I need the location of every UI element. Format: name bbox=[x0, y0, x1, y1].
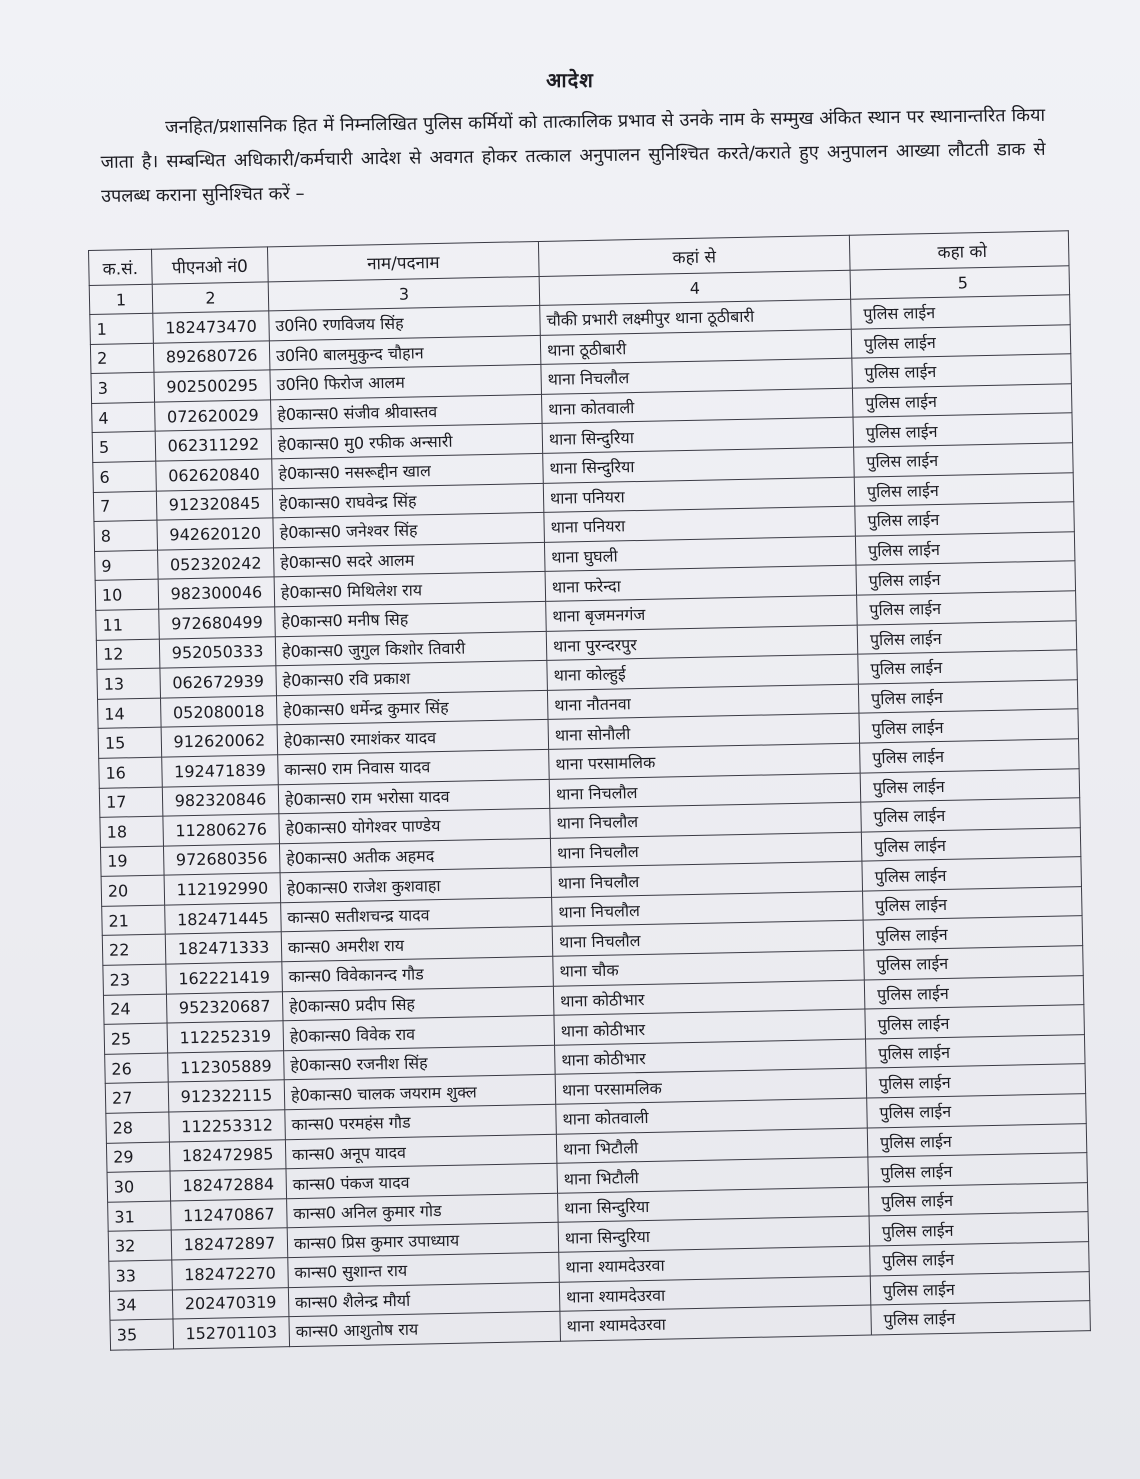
to-cell: पुलिस लाईन bbox=[864, 946, 1084, 980]
column-number: 5 bbox=[850, 266, 1070, 299]
to-cell: पुलिस लाईन bbox=[862, 857, 1082, 891]
to-cell: पुलिस लाईन bbox=[861, 827, 1081, 861]
column-number: 1 bbox=[89, 284, 153, 314]
name-cell: उ0नि0 फिरोज आलम bbox=[270, 365, 542, 400]
from-cell: थाना पनियरा bbox=[544, 506, 856, 542]
column-number: 2 bbox=[152, 282, 269, 313]
name-cell: कान्स0 प्रिस कुमार उपाध्याय bbox=[287, 1223, 559, 1258]
name-cell: हे0कान्स0 राघवेन्द्र सिंह bbox=[272, 483, 544, 518]
to-cell: पुलिस लाईन bbox=[860, 739, 1080, 773]
column-number: 4 bbox=[539, 270, 851, 305]
pno-cell: 182471445 bbox=[165, 903, 282, 935]
to-cell: पुलिस लाईन bbox=[867, 1094, 1087, 1128]
serial-cell: 7 bbox=[93, 491, 157, 522]
to-cell: पुलिस लाईन bbox=[856, 561, 1076, 595]
to-cell: पुलिस लाईन bbox=[858, 679, 1078, 713]
serial-cell: 21 bbox=[102, 905, 166, 936]
to-cell: पुलिस लाईन bbox=[868, 1182, 1088, 1216]
from-cell: थाना सोनौली bbox=[548, 713, 860, 749]
from-cell: थाना निचलौल bbox=[541, 358, 853, 394]
from-cell: थाना कोतवाली bbox=[541, 388, 853, 424]
to-cell: पुलिस लाईन bbox=[853, 413, 1073, 447]
serial-cell: 27 bbox=[105, 1082, 169, 1113]
name-cell: हे0कान्स0 मिथिलेश राय bbox=[274, 572, 546, 607]
pno-cell: 982320846 bbox=[162, 784, 279, 816]
serial-cell: 18 bbox=[100, 816, 164, 847]
to-cell: पुलिस लाईन bbox=[870, 1242, 1090, 1276]
serial-cell: 30 bbox=[107, 1171, 171, 1202]
pno-cell: 162221419 bbox=[166, 962, 283, 994]
pno-cell: 912322115 bbox=[168, 1080, 285, 1112]
from-cell: थाना फरेन्दा bbox=[545, 565, 857, 601]
from-cell: थाना श्यामदेउरवा bbox=[559, 1246, 871, 1282]
from-cell: थाना श्यामदेउरवा bbox=[560, 1305, 872, 1341]
from-cell: थाना परसामलिक bbox=[549, 743, 861, 779]
name-cell: कान्स0 सुशान्त राय bbox=[288, 1252, 560, 1287]
to-cell: पुलिस लाईन bbox=[855, 532, 1075, 566]
name-cell: कान्स0 अमरीश राय bbox=[281, 927, 553, 962]
from-cell: थाना पनियरा bbox=[543, 477, 855, 513]
to-cell: पुलिस लाईन bbox=[860, 768, 1080, 802]
to-cell: पुलिस लाईन bbox=[863, 887, 1083, 921]
from-cell: थाना नौतनवा bbox=[547, 684, 859, 720]
from-cell: थाना कोतवाली bbox=[556, 1098, 868, 1134]
pno-cell: 152701103 bbox=[173, 1317, 290, 1349]
name-cell: हे0कान्स0 संजीव श्रीवास्तव bbox=[271, 394, 543, 429]
to-cell: पुलिस लाईन bbox=[864, 975, 1084, 1009]
column-number: 3 bbox=[268, 276, 540, 310]
pno-cell: 182472897 bbox=[171, 1228, 288, 1260]
from-cell: थाना सिन्दुरिया bbox=[558, 1187, 870, 1223]
from-cell: चौकी प्रभारी लक्ष्मीपुर थाना ठूठीबारी bbox=[540, 299, 852, 335]
to-cell: पुलिस लाईन bbox=[854, 443, 1074, 477]
from-cell: थाना सिन्दुरिया bbox=[558, 1216, 870, 1252]
serial-cell: 20 bbox=[101, 875, 165, 906]
name-cell: हे0कान्स0 अतीक अहमद bbox=[279, 838, 551, 873]
pno-cell: 062672939 bbox=[160, 666, 277, 698]
header-serial: क.सं. bbox=[89, 249, 153, 285]
serial-cell: 24 bbox=[103, 994, 167, 1025]
from-cell: थाना सिन्दुरिया bbox=[542, 418, 854, 454]
name-cell: कान्स0 अनिल कुमार गोड bbox=[287, 1193, 559, 1228]
from-cell: थाना बृजमनगंज bbox=[546, 595, 858, 631]
serial-cell: 13 bbox=[97, 668, 161, 699]
to-cell: पुलिस लाईन bbox=[861, 798, 1081, 832]
pno-cell: 182472270 bbox=[172, 1258, 289, 1290]
intro-paragraph: जनहित/प्रशासनिक हित में निम्नलिखित पुलिस कर्मियों को तात्कालिक प्रभाव से उनके नाम के सम्मुख अंकित स्थान पर स्थानान्तरित किया जाता है। सम्बन्धित अधिकारी/कर्मचारी आदेश से अवगत होकर तत्काल अनुपालन सुनिश्चित करते/कराते हुए अनुपालन आख्या लौटती डाक से उपलब्ध कराना सुनिश्चित करें – bbox=[100, 104, 1046, 207]
serial-cell: 10 bbox=[95, 580, 159, 611]
to-cell: पुलिस लाईन bbox=[865, 1035, 1085, 1069]
pno-cell: 112470867 bbox=[171, 1199, 288, 1231]
from-cell: थाना घुघली bbox=[544, 536, 856, 572]
serial-cell: 8 bbox=[94, 520, 158, 551]
to-cell: पुलिस लाईन bbox=[851, 295, 1071, 329]
pno-cell: 952320687 bbox=[166, 991, 283, 1023]
serial-cell: 3 bbox=[91, 372, 155, 403]
from-cell: थाना परसामलिक bbox=[555, 1068, 867, 1104]
from-cell: थाना पुरन्दरपुर bbox=[546, 625, 858, 661]
from-cell: थाना सिन्दुरिया bbox=[543, 447, 855, 483]
pno-cell: 182472985 bbox=[169, 1139, 286, 1171]
to-cell: पुलिस लाईन bbox=[868, 1153, 1088, 1187]
name-cell: हे0कान्स0 सदरे आलम bbox=[274, 542, 546, 577]
serial-cell: 26 bbox=[105, 1053, 169, 1084]
header-name: नाम/पदनाम bbox=[267, 241, 539, 281]
pno-cell: 972680499 bbox=[159, 607, 276, 639]
pno-cell: 912320845 bbox=[156, 488, 273, 520]
name-cell: कान्स0 अनूप यादव bbox=[285, 1134, 557, 1169]
name-cell: हे0कान्स0 जनेश्वर सिंह bbox=[273, 513, 545, 548]
name-cell: हे0कान्स0 मनीष सिह bbox=[275, 601, 547, 636]
name-cell: कान्स0 सतीशचन्द्र यादव bbox=[281, 897, 553, 932]
to-cell: पुलिस लाईन bbox=[869, 1212, 1089, 1246]
serial-cell: 17 bbox=[99, 787, 163, 818]
serial-cell: 22 bbox=[102, 935, 166, 966]
transfer-table-wrapper bbox=[88, 230, 1085, 1350]
pno-cell: 972680356 bbox=[163, 843, 280, 875]
serial-cell: 33 bbox=[109, 1260, 173, 1291]
name-cell: हे0कान्स0 रवि प्रकाश bbox=[276, 660, 548, 695]
pno-cell: 982300046 bbox=[158, 577, 275, 609]
to-cell: पुलिस लाईन bbox=[858, 650, 1078, 684]
to-cell: पुलिस लाईन bbox=[867, 1123, 1087, 1157]
pno-cell: 072620029 bbox=[155, 400, 272, 432]
to-cell: पुलिस लाईन bbox=[852, 384, 1072, 418]
pno-cell: 942620120 bbox=[157, 518, 274, 550]
pno-cell: 892680726 bbox=[153, 340, 270, 372]
serial-cell: 32 bbox=[108, 1230, 172, 1261]
to-cell: पुलिस लाईन bbox=[857, 620, 1077, 654]
pno-cell: 202470319 bbox=[172, 1287, 289, 1319]
pno-cell: 912620062 bbox=[161, 725, 278, 757]
pno-cell: 112806276 bbox=[163, 814, 280, 846]
from-cell: थाना निचलौल bbox=[551, 861, 863, 897]
serial-cell: 35 bbox=[110, 1319, 174, 1350]
from-cell: थाना निचलौल bbox=[550, 832, 862, 868]
to-cell: पुलिस लाईन bbox=[855, 502, 1075, 536]
pno-cell: 192471839 bbox=[162, 755, 279, 787]
name-cell: हे0कान्स0 रजनीश सिंह bbox=[284, 1045, 556, 1080]
from-cell: थाना कोठीभार bbox=[555, 1039, 867, 1075]
name-cell: कान्स0 पंकज यादव bbox=[286, 1163, 558, 1198]
header-pno: पीएनओ नं0 bbox=[151, 247, 268, 284]
from-cell: थाना श्यामदेउरवा bbox=[559, 1276, 871, 1312]
from-cell: थाना कोठीभार bbox=[553, 980, 865, 1016]
to-cell: पुलिस लाईन bbox=[865, 1005, 1085, 1039]
serial-cell: 16 bbox=[99, 757, 163, 788]
serial-cell: 11 bbox=[96, 609, 160, 640]
serial-cell: 23 bbox=[103, 964, 167, 995]
name-cell: हे0कान्स0 चालक जयराम शुक्ल bbox=[284, 1075, 556, 1110]
name-cell: उ0नि0 बालमुकुन्द चौहान bbox=[269, 335, 541, 370]
from-cell: थाना निचलौल bbox=[550, 802, 862, 838]
pno-cell: 182472884 bbox=[170, 1169, 287, 1201]
to-cell: पुलिस लाईन bbox=[854, 472, 1074, 506]
serial-cell: 12 bbox=[96, 639, 160, 670]
pno-cell: 112192990 bbox=[164, 873, 281, 905]
from-cell: थाना कोठीभार bbox=[554, 1009, 866, 1045]
name-cell: हे0कान्स0 प्रदीप सिह bbox=[282, 986, 554, 1021]
document-title: आदेश bbox=[546, 68, 594, 92]
name-cell: कान्स0 आशुतोष राय bbox=[289, 1311, 561, 1346]
transfer-table bbox=[88, 230, 1091, 1350]
header-from: कहां से bbox=[538, 235, 850, 276]
name-cell: कान्स0 शैलेन्द्र मौर्या bbox=[288, 1282, 560, 1317]
to-cell: पुलिस लाईन bbox=[866, 1064, 1086, 1098]
pno-cell: 112305889 bbox=[168, 1051, 285, 1083]
name-cell: कान्स0 परमहंस गौड bbox=[285, 1104, 557, 1139]
from-cell: थाना कोल्हुई bbox=[547, 654, 859, 690]
pno-cell: 112252319 bbox=[167, 1021, 284, 1053]
to-cell: पुलिस लाईन bbox=[852, 354, 1072, 388]
from-cell: थाना निचलौल bbox=[552, 921, 864, 957]
serial-cell: 5 bbox=[92, 432, 156, 463]
pno-cell: 182473470 bbox=[153, 311, 270, 343]
name-cell: हे0कान्स0 मु0 रफीक अन्सारी bbox=[271, 424, 543, 459]
serial-cell: 9 bbox=[95, 550, 159, 581]
serial-cell: 34 bbox=[109, 1290, 173, 1321]
serial-cell: 28 bbox=[106, 1112, 170, 1143]
to-cell: पुलिस लाईन bbox=[863, 916, 1083, 950]
header-to: कहा को bbox=[849, 231, 1069, 270]
serial-cell: 15 bbox=[98, 727, 162, 758]
from-cell: थाना भिटौली bbox=[556, 1128, 868, 1164]
pno-cell: 952050333 bbox=[159, 636, 276, 668]
name-cell: हे0कान्स0 राम भरोसा यादव bbox=[278, 779, 550, 814]
from-cell: थाना ठूठीबारी bbox=[540, 329, 852, 365]
name-cell: हे0कान्स0 योगेश्वर पाण्डेय bbox=[279, 808, 551, 843]
serial-cell: 2 bbox=[90, 343, 154, 374]
from-cell: थाना निचलौल bbox=[552, 891, 864, 927]
serial-cell: 29 bbox=[106, 1142, 170, 1173]
name-cell: हे0कान्स0 धर्मेन्द्र कुमार सिंह bbox=[276, 690, 548, 725]
name-cell: हे0कान्स0 नसरूद्दीन खाल bbox=[272, 453, 544, 488]
pno-cell: 902500295 bbox=[154, 370, 271, 402]
pno-cell: 062311292 bbox=[155, 429, 272, 461]
serial-cell: 31 bbox=[108, 1201, 172, 1232]
serial-cell: 14 bbox=[98, 698, 162, 729]
name-cell: हे0कान्स0 राजेश कुशवाहा bbox=[280, 868, 552, 903]
pno-cell: 182471333 bbox=[165, 932, 282, 964]
table-body bbox=[90, 295, 1091, 1350]
serial-cell: 1 bbox=[90, 313, 154, 344]
serial-cell: 19 bbox=[100, 846, 164, 877]
to-cell: पुलिस लाईन bbox=[851, 324, 1071, 358]
to-cell: पुलिस लाईन bbox=[859, 709, 1079, 743]
serial-cell: 4 bbox=[92, 402, 156, 433]
pno-cell: 052320242 bbox=[158, 548, 275, 580]
pno-cell: 062620840 bbox=[156, 459, 273, 491]
name-cell: उ0नि0 रणविजय सिंह bbox=[269, 305, 541, 340]
to-cell: पुलिस लाईन bbox=[870, 1271, 1090, 1305]
name-cell: कान्स0 विवेकानन्द गौड bbox=[282, 956, 554, 991]
name-cell: कान्स0 राम निवास यादव bbox=[278, 749, 550, 784]
from-cell: थाना भिटौली bbox=[557, 1157, 869, 1193]
pno-cell: 052080018 bbox=[161, 696, 278, 728]
to-cell: पुलिस लाईन bbox=[857, 591, 1077, 625]
from-cell: थाना चौक bbox=[553, 950, 865, 986]
to-cell: पुलिस लाईन bbox=[871, 1301, 1091, 1335]
pno-cell: 112253312 bbox=[169, 1110, 286, 1142]
serial-cell: 6 bbox=[93, 461, 157, 492]
name-cell: हे0कान्स0 रमाशंकर यादव bbox=[277, 720, 549, 755]
serial-cell: 25 bbox=[104, 1023, 168, 1054]
name-cell: हे0कान्स0 विवेक राव bbox=[283, 1016, 555, 1051]
name-cell: हे0कान्स0 जुगुल किशोर तिवारी bbox=[275, 631, 547, 666]
from-cell: थाना निचलौल bbox=[549, 773, 861, 809]
